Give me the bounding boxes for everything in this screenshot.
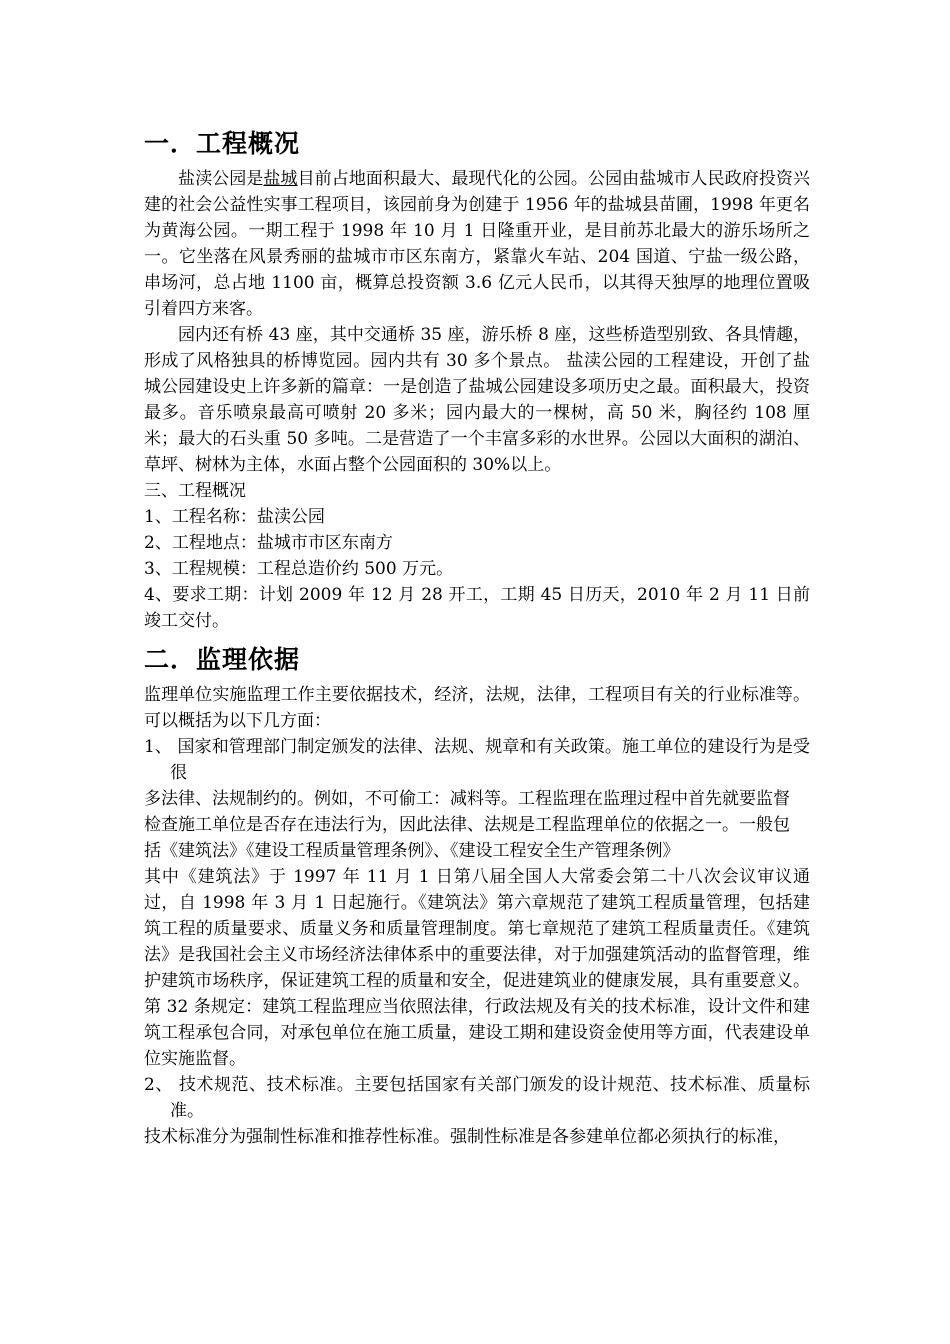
basis-item-2: 2、 技术规范、技术标准。主要包括国家有关部门颁发的设计规范、技术标准、质量标准。 <box>144 1075 810 1121</box>
construction-law-paragraph: 其中《建筑法》于 1997 年 11 月 1 日第八届全国人大常委会第二十八次会议审议通过，自 1998 年 3 月 1 日起施行。《建筑法》第六章规范了建筑工程质量管理，包括建筑工程的质量要求、质量义务和质量管理制度。第七章规范了建筑工程质量责任。《建筑法》是我国社会主义市场经济法律体系中的重要法律，对于加强建筑活动的监督管理，维护建筑市场秩序，保证建筑工程的质量和安全，促进建筑业的健康发展，具有重要意义。第 32 条规定：建筑工程监理应当依照法律，行政法规及有关的技术标准，设计文件和建筑工程承包合同，对承包单位在施工质量，建设工期和建设资金使用等方面，代表建设单位实施监督。 <box>144 867 810 1069</box>
section-1-paragraph-2: 园内还有桥 43 座，其中交通桥 35 座，游乐桥 8 座，这些桥造型别致、各具情趣，形成了风格独具的桥博览园。园内共有 30 多个景点。 盐渎公园的工程建设，开创了盐城公园建设史上许多新的篇章：一是创造了盐城公园建设多项历史之最。面积最大，投资最多。音乐喷泉最高可喷射 20 多米；园内最大的一棵树，高 50 米，胸径约 108 厘米；最大的石头重 50 多吨。二是营造了一个丰富多彩的水世界。公园以大面积的湖泊、草坪、树林为主体，水面占整个公园面积的 30%以上。 <box>144 325 810 475</box>
basis-item-1-line-2: 多法律、法规制约的。例如，不可偷工：减料等。工程监理在监理过程中首先就要监督 <box>144 789 790 809</box>
project-scale-item: 3、工程规模：工程总造价约 500 万元。 <box>144 559 454 579</box>
section-2-heading: 二．监理依据 <box>144 645 301 674</box>
document-body <box>144 124 810 1150</box>
section-1-paragraph-1 <box>144 166 810 322</box>
paragraph-text: 盐渎公园是 <box>178 169 264 189</box>
basis-item-1: 1、 国家和管理部门制定颁发的法律、法规、规章和有关政策。施工单位的建设行为是受很 <box>144 737 810 783</box>
yancheng-link[interactable]: 盐城 <box>263 169 298 189</box>
project-location-item: 2、工程地点：盐城市市区东南方 <box>144 533 393 553</box>
project-schedule-item: 4、要求工期：计划 2009 年 12 月 28 开工，工期 45 日历天，2010 年 2 月 11 日前竣工交付。 <box>144 585 810 631</box>
project-overview-subheading: 三、工程概况 <box>144 481 246 501</box>
basis-item-1-line-3: 检查施工单位是否存在违法行为，因此法律、法规是工程监理单位的依据之一。一般包 <box>144 815 790 835</box>
basis-item-1-line-4: 括《建筑法》《建设工程质量管理条例》、《建设工程安全生产管理条例》 <box>144 841 680 861</box>
section-2-intro: 监理单位实施监理工作主要依据技术，经济，法规，法律，工程项目有关的行业标准等。可以概括为以下几方面： <box>144 685 810 731</box>
paragraph-text: 目前占地面积最大、最现代化的公园。公园由盐城市人民政府投资兴建的社会公益性实事工程项目，该园前身为创建于 1956 年的盐城县苗圃，1998 年更名为黄海公园。一期工程于 1998 年 10 月 1 日隆重开业，是目前苏北最大的游乐场所之一。它坐落在风景秀丽的盐城市市区东南方，紧靠火车站、204 国道、宁盐一级公路，串场河，总占地 1100 亩，概算总投资额 3.6 亿元人民币，以其得天独厚的地理位置吸引着四方来客。 <box>144 169 811 319</box>
technical-standards-paragraph: 技术标准分为强制性标准和推荐性标准。强制性标准是各参建单位都必须执行的标准， <box>144 1127 790 1147</box>
project-name-item: 1、工程名称：盐渎公园 <box>144 507 325 527</box>
section-1-heading: 一．工程概况 <box>144 129 301 158</box>
